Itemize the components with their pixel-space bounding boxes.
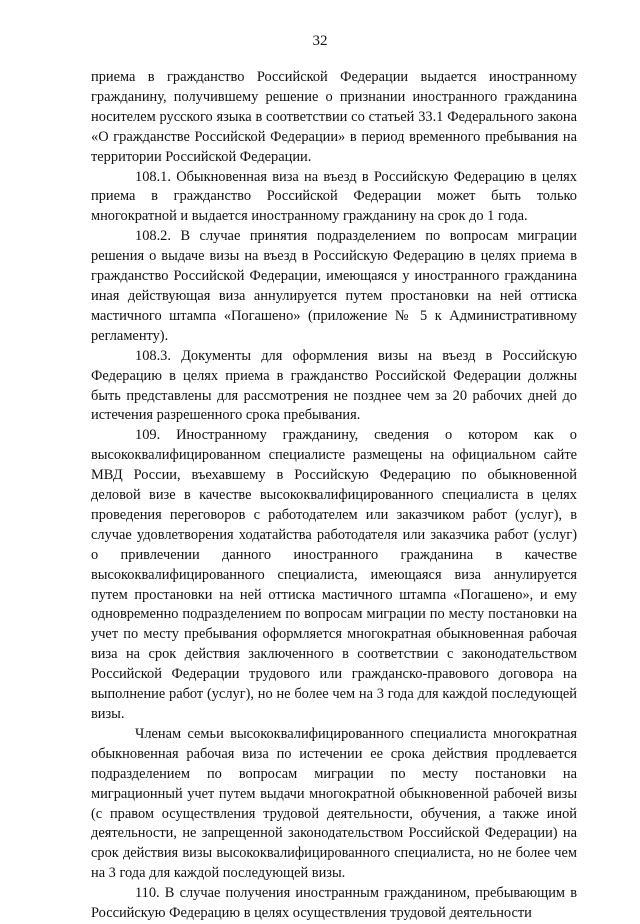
paragraph-continuation: приема в гражданство Российской Федерации выдается иностранному гражданину, получившему решение о признании иностранного гражданина носителем русского языка в соответствии со статьей 33.1 Федерального закона «О гражданстве Российской Федерации» в период временного пребывания на территории Российской Федерации. [91, 69, 577, 165]
paragraph-108-1: 108.1. Обыкновенная виза на въезд в Российскую Федерацию в целях приема в гражданство Российской Федерации может быть только многократной и выдается иностранному гражданину на срок до 1 года. [91, 168, 577, 225]
paragraph-109: 109. Иностранному гражданину, сведения о котором как о высококвалифицированном специалисте размещены на официальном сайте МВД России, въехавшему в Российскую Федерацию по обыкновенной деловой визе в качестве высококвалифицированного специалиста в целях проведения переговоров с работодателем или заказчиком работ (услуг), в случае удовлетворения ходатайства работодателя или заказчика работ (услуг) о привлечении данного иностранного гражданина в качестве высококвалифицированного специалиста, имеющаяся виза аннулируется путем простановки на ней оттиска мастичного штампа «Погашено», и ему одновременно подразделением по вопросам миграции по месту постановки на учет по месту пребывания оформляется многократная обыкновенная рабочая виза на срок действия заключенного в соответствии с законодательством Российской Федерации трудового или гражданско-правового договора на выполнение работ (услуг), но не более чем на 3 года для каждой последующей визы. [91, 427, 577, 722]
document-body [91, 68, 577, 924]
paragraph-108-2: 108.2. В случае принятия подразделением по вопросам миграции решения о выдаче визы на въезд в Российскую Федерацию в целях приема в гражданство Российской Федерации, имеющаяся у иностранного гражданина иная действующая виза аннулируется путем простановки на ней оттиска мастичного штампа «Погашено» (приложение № 5 к Административному регламенту). [91, 228, 577, 344]
page-number: 32 [312, 33, 328, 49]
paragraph-family-members: Членам семьи высококвалифицированного специалиста многократная обыкновенная рабочая виза по истечении ее срока действия продлевается подразделением по вопросам миграции по месту постановки на миграционный учет путем выдачи многократной обыкновенной рабочей визы (с правом осуществления трудовой деятельности, обучения, а также иной деятельности, не запрещенной законодательством Российской Федерации) на срок действия визы высококвалифицированного специалиста, но не более чем на 3 года для каждой последующей визы. [91, 725, 577, 882]
paragraph-110: 110. В случае получения иностранным гражданином, пребывающим в Российскую Федерацию в целях осуществления трудовой деятельности [91, 885, 577, 922]
paragraph-108-3: 108.3. Документы для оформления визы на въезд в Российскую Федерацию в целях приема в гражданство Российской Федерации должны быть представлены для рассмотрения не позднее чем за 20 рабочих дней до истечения разрешенного срока пребывания. [91, 347, 577, 424]
